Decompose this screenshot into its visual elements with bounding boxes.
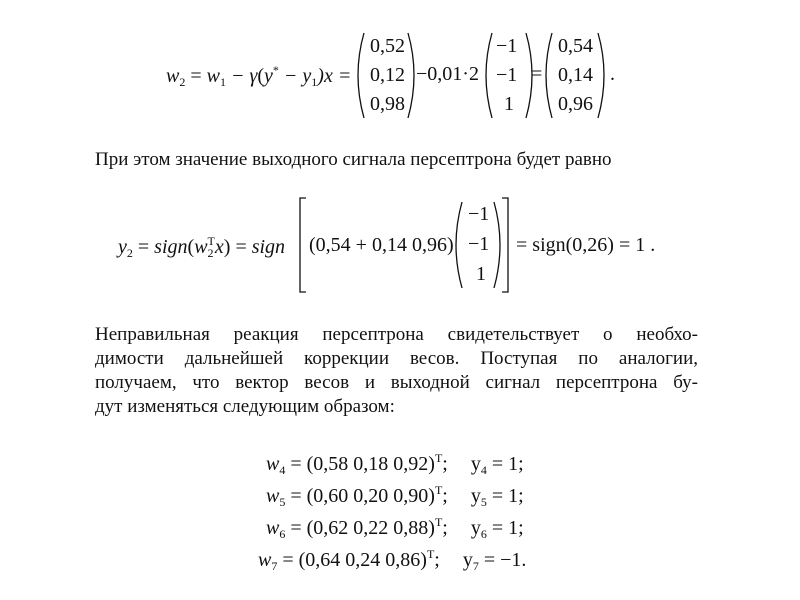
y-symbol: y: [264, 65, 273, 87]
equation-output: $y_2$ = $sign(w_2^Tx)$ = sign: [118, 234, 286, 260]
subscript: 5: [279, 495, 286, 509]
matrix3-cell: 0,14: [558, 64, 593, 86]
subscript: 4: [279, 463, 286, 477]
w-symbol: w: [266, 485, 280, 507]
weight-vector: = (0,62 0,22 0,88): [290, 517, 435, 539]
matrix3-cell: 0,96: [558, 93, 593, 115]
superscript: T: [207, 234, 215, 248]
subscript: 6: [279, 527, 286, 541]
matrix1-cell: 0,12: [370, 64, 405, 86]
eq2-left-bracket: [300, 198, 306, 292]
minus-y: − y: [283, 65, 312, 87]
matrix2-cell: 1: [504, 93, 514, 115]
matrix3-right-paren: [598, 33, 604, 118]
paren: (: [257, 65, 265, 87]
y-symbol: y: [462, 549, 473, 571]
subscript: 2: [207, 246, 214, 260]
superscript: T: [426, 547, 435, 561]
matrix3-left-paren: [546, 33, 552, 118]
subscript: 4: [480, 463, 487, 477]
weight-vector: = (0,64 0,24 0,86): [282, 549, 427, 571]
col-vector-cell: −1: [468, 233, 490, 255]
matrix1-right-paren: [408, 33, 414, 118]
w-symbol: w: [206, 65, 220, 87]
superscript: T: [434, 483, 443, 497]
equals-sign-function: = sign: [235, 236, 286, 258]
matrix3-cell: 0,54: [558, 35, 593, 57]
update-row: $w_7 = (0,64$ 0,24 0,86)$^T$; $y_7 = -1$.: [258, 547, 527, 573]
subscript: 7: [472, 559, 479, 573]
result: = sign(0,26) = 1 .: [516, 234, 656, 256]
equals-sign: =: [531, 63, 543, 85]
weight-vector: = (0,60 0,20 0,90): [290, 485, 435, 507]
output-value: = 1;: [491, 517, 524, 539]
equation-weight-update: [166, 63, 351, 90]
y-symbol: y: [470, 485, 481, 507]
weight-vector: = (0,58 0,18 0,92): [290, 453, 435, 475]
superscript: T: [434, 451, 443, 465]
y-symbol: y: [470, 517, 481, 539]
output-value: = 1;: [491, 485, 524, 507]
period: .: [610, 63, 615, 85]
subscript: 5: [480, 495, 487, 509]
update-row: $w_6 = (0,62$ 0,22 0,88)$^T$; $y_6 = 1$;: [266, 515, 524, 541]
sign-function: sign: [154, 236, 188, 258]
paragraph-line: получаем, что вектор весов и выходной сигнал персептрона бу-: [95, 372, 698, 393]
subscript: 1: [311, 75, 318, 89]
eq2-right-bracket: [502, 198, 508, 292]
subscript: 1: [219, 75, 226, 89]
subscript: 6: [480, 527, 487, 541]
matrix2-cell: −1: [496, 64, 518, 86]
superscript: *: [272, 63, 279, 77]
w-symbol: w: [266, 453, 280, 475]
w-symbol: w: [258, 549, 272, 571]
output-value: = 1;: [491, 453, 524, 475]
y-symbol: y: [118, 236, 127, 258]
coefficient: −0,01·2: [416, 63, 479, 85]
subscript: 2: [179, 75, 186, 89]
superscript: T: [434, 515, 443, 529]
w-symbol: w: [194, 236, 208, 258]
matrix2-cell: −1: [496, 35, 518, 57]
col-vector-cell: −1: [468, 203, 490, 225]
col-vector-cell: 1: [476, 263, 486, 285]
matrix1-left-paren: [358, 33, 364, 118]
minus-gamma: − γ: [230, 65, 258, 87]
eq2-col-left-paren: [456, 202, 462, 288]
paren-x-equals: )x =: [317, 65, 352, 87]
y-symbol: y: [470, 453, 481, 475]
paragraph-correction: [95, 323, 698, 419]
w-symbol: w: [266, 517, 280, 539]
paragraph-line: Неправильная реакция персептрона свидетельствует о необхо-: [95, 324, 698, 345]
subscript: 7: [271, 559, 278, 573]
row-vector: (0,54 + 0,14 0,96): [309, 234, 454, 256]
x-symbol: x: [214, 236, 224, 258]
paragraph-line: димости дальнейшей коррекции весов. Поступая по аналогии,: [95, 348, 698, 369]
subscript: 2: [126, 246, 133, 260]
w-symbol: w: [166, 65, 180, 87]
matrix1-cell: 0,52: [370, 35, 405, 57]
equals-sign: =: [190, 65, 202, 87]
matrix2-left-paren: [486, 33, 492, 118]
equals-sign: =: [137, 236, 150, 258]
paragraph-line: дут изменяться следующим образом:: [95, 396, 395, 417]
update-row: $w_5 = (0,60$ 0,20 0,90)$^T$; $y_5 = 1$;: [266, 483, 524, 509]
text-output-signal: При этом значение выходного сигнала персептрона будет равно: [95, 149, 612, 170]
eq2-col-right-paren: [494, 202, 500, 288]
update-row: $w_4 = (0,58$ 0,18 0,92)$^T$; $y_4 = 1$;: [266, 451, 524, 477]
output-value: = −1.: [483, 549, 527, 571]
matrix1-cell: 0,98: [370, 93, 405, 115]
